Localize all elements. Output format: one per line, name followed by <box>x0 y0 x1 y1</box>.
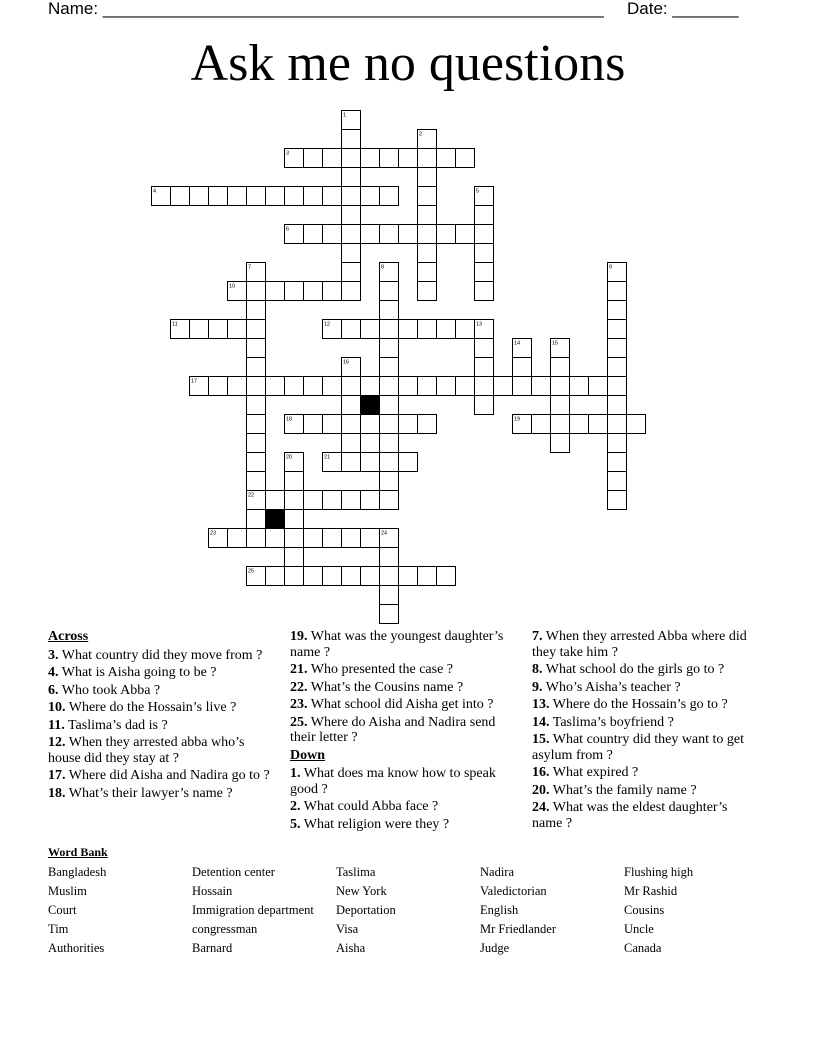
word-bank-title: Word Bank <box>48 845 108 859</box>
down-clues-column-3 <box>532 629 757 833</box>
grid-cell[interactable] <box>551 358 570 377</box>
grid-cell[interactable] <box>304 377 323 396</box>
grid-cell[interactable] <box>304 149 323 168</box>
grid-cell[interactable] <box>380 301 399 320</box>
grid-cell[interactable] <box>551 415 570 434</box>
grid-cell[interactable] <box>608 320 627 339</box>
grid-cell[interactable] <box>399 320 418 339</box>
grid-cell[interactable] <box>285 510 304 529</box>
word-bank-column <box>48 863 106 958</box>
grid-cell[interactable] <box>380 472 399 491</box>
word-bank-item: Authorities <box>48 941 105 955</box>
word-bank-item: Visa <box>336 922 359 936</box>
grid-cell[interactable] <box>342 377 361 396</box>
grid-cell[interactable] <box>456 149 475 168</box>
grid-cell[interactable] <box>304 225 323 244</box>
grid-cell[interactable] <box>608 339 627 358</box>
clue-across-3: 3. What country did they move from ? <box>48 647 263 663</box>
grid-cell[interactable] <box>285 282 304 301</box>
grid-cell[interactable] <box>399 415 418 434</box>
grid-cell[interactable] <box>342 282 361 301</box>
grid-cell[interactable] <box>342 529 361 548</box>
grid-cell[interactable] <box>513 358 532 377</box>
word-bank-column <box>192 863 314 958</box>
grid-cell[interactable] <box>247 301 266 320</box>
grid-cell[interactable] <box>437 377 456 396</box>
date-line: Date: _______ <box>627 0 739 18</box>
grid-cell[interactable] <box>285 567 304 586</box>
grid-cell[interactable] <box>418 567 437 586</box>
word-bank-item: Uncle <box>624 922 654 936</box>
grid-cell[interactable] <box>551 434 570 453</box>
grid-cell[interactable] <box>380 320 399 339</box>
grid-cell[interactable] <box>418 187 437 206</box>
word-bank-item: Aisha <box>336 941 366 955</box>
grid-cell[interactable] <box>323 149 342 168</box>
grid-cell[interactable] <box>190 187 209 206</box>
grid-cell[interactable] <box>323 377 342 396</box>
grid-cell[interactable] <box>228 377 247 396</box>
clue-across-22: 22. What’s the Cousins name ? <box>290 679 464 695</box>
grid-cell[interactable] <box>589 415 608 434</box>
clue-across-11: 11. Taslima’s dad is ? <box>48 717 168 733</box>
grid-cell[interactable] <box>228 320 247 339</box>
clue-across-25: 25. Where do Aisha and Nadira send their letter ? <box>290 714 496 745</box>
grid-cell[interactable] <box>608 491 627 510</box>
grid-cell[interactable] <box>323 282 342 301</box>
grid-cell[interactable] <box>361 491 380 510</box>
grid-cell[interactable] <box>342 149 361 168</box>
grid-cell[interactable] <box>361 377 380 396</box>
across-clues-column-1 <box>48 629 273 803</box>
grid-cell[interactable] <box>380 415 399 434</box>
grid-cell[interactable] <box>570 377 589 396</box>
clue-number: 12 <box>324 321 331 328</box>
word-bank-column <box>480 863 556 958</box>
grid-cell[interactable] <box>418 282 437 301</box>
grid-cell[interactable] <box>380 434 399 453</box>
clue-down-15: 15. What country did they want to get asylum from ? <box>532 732 745 763</box>
grid-cell[interactable] <box>285 187 304 206</box>
clue-across-23: 23. What school did Aisha get into ? <box>290 697 494 712</box>
clue-number: 10 <box>229 283 236 290</box>
name-line: Name: _____________________________________________________ <box>48 0 604 18</box>
grid-cell[interactable] <box>323 415 342 434</box>
word-bank-column <box>336 863 396 958</box>
grid-cell[interactable] <box>190 320 209 339</box>
clue-across-6: 6. Who took Abba ? <box>48 682 161 698</box>
grid-cell[interactable] <box>342 168 361 187</box>
grid-cell[interactable] <box>266 187 285 206</box>
grid-cell[interactable] <box>285 529 304 548</box>
word-bank-item: Canada <box>624 941 662 955</box>
grid-cell[interactable] <box>608 415 627 434</box>
grid-cell[interactable] <box>171 187 190 206</box>
clue-number: 11 <box>172 321 178 328</box>
grid-cell[interactable] <box>361 225 380 244</box>
grid-cell[interactable] <box>361 149 380 168</box>
clue-number: 22 <box>248 492 255 499</box>
grid-cell[interactable] <box>380 282 399 301</box>
grid-cell[interactable] <box>608 358 627 377</box>
grid-cell[interactable] <box>437 225 456 244</box>
grid-cell[interactable] <box>418 149 437 168</box>
grid-cell[interactable] <box>361 453 380 472</box>
clue-number: 3 <box>286 150 290 157</box>
grid-cell[interactable] <box>247 282 266 301</box>
grid-cell[interactable] <box>380 453 399 472</box>
grid-cell[interactable] <box>323 225 342 244</box>
grid-cell[interactable] <box>608 301 627 320</box>
grid-cell[interactable] <box>475 263 494 282</box>
grid-cell[interactable] <box>304 415 323 434</box>
word-bank-item: Immigration department <box>192 903 314 917</box>
grid-cell[interactable] <box>399 149 418 168</box>
grid-cell[interactable] <box>247 320 266 339</box>
clue-number: 13 <box>476 321 483 328</box>
clue-number: 1 <box>343 112 347 119</box>
grid-cell[interactable] <box>418 320 437 339</box>
grid-cell[interactable] <box>209 320 228 339</box>
grid-cell[interactable] <box>437 149 456 168</box>
grid-cell[interactable] <box>608 434 627 453</box>
grid-cell[interactable] <box>323 187 342 206</box>
grid-cell[interactable] <box>342 130 361 149</box>
grid-cell[interactable] <box>323 491 342 510</box>
grid-cell[interactable] <box>266 491 285 510</box>
grid-cell[interactable] <box>361 567 380 586</box>
grid-cell[interactable] <box>608 377 627 396</box>
grid-cell[interactable] <box>380 491 399 510</box>
clue-across-12: 12. When they arrested abba who’s house did they stay at ? <box>48 735 245 766</box>
grid-cell[interactable] <box>361 529 380 548</box>
grid-cell[interactable] <box>342 244 361 263</box>
grid-cell[interactable] <box>475 282 494 301</box>
grid-cell[interactable] <box>285 472 304 491</box>
clue-number: 4 <box>153 188 157 195</box>
word-bank-item: Bangladesh <box>48 865 107 879</box>
grid-cell[interactable] <box>342 434 361 453</box>
grid-cell[interactable] <box>247 396 266 415</box>
clue-down-7: 7. When they arrested Abba where did they take him ? <box>532 629 747 660</box>
clue-number: 6 <box>286 226 290 233</box>
grid-cell[interactable] <box>608 453 627 472</box>
black-cell <box>360 395 380 415</box>
word-bank-item: English <box>480 903 519 917</box>
grid-cell[interactable] <box>380 586 399 605</box>
grid-cell[interactable] <box>608 282 627 301</box>
clue-down-16: 16. What expired ? <box>532 765 639 780</box>
grid-cell[interactable] <box>380 339 399 358</box>
word-bank-item: Muslim <box>48 884 87 898</box>
word-bank-item: congressman <box>192 922 258 936</box>
grid-cell[interactable] <box>608 396 627 415</box>
word-bank-item: Barnard <box>192 941 233 955</box>
grid-cell[interactable] <box>380 225 399 244</box>
grid-cell[interactable] <box>418 415 437 434</box>
grid-cell[interactable] <box>247 453 266 472</box>
grid-cell[interactable] <box>475 377 494 396</box>
clue-down-9: 9. Who’s Aisha’s teacher ? <box>532 679 681 695</box>
grid-cell[interactable] <box>247 510 266 529</box>
grid-cell[interactable] <box>228 529 247 548</box>
word-bank-item: Flushing high <box>624 865 694 879</box>
grid-cell[interactable] <box>228 187 247 206</box>
grid-cell[interactable] <box>342 491 361 510</box>
word-bank-column <box>624 863 693 958</box>
grid-cell[interactable] <box>380 567 399 586</box>
clue-number: 23 <box>210 530 217 537</box>
clue-number: 18 <box>286 416 293 423</box>
grid-cell[interactable] <box>418 377 437 396</box>
grid-cell[interactable] <box>266 529 285 548</box>
grid-cell[interactable] <box>608 472 627 491</box>
grid-cell[interactable] <box>380 605 399 624</box>
down-heading: Down <box>290 747 326 763</box>
grid-cell[interactable] <box>247 187 266 206</box>
grid-cell[interactable] <box>627 415 646 434</box>
word-bank-item: Cousins <box>624 903 665 917</box>
grid-cell[interactable] <box>475 358 494 377</box>
grid-cell[interactable] <box>266 282 285 301</box>
grid-cell[interactable] <box>418 206 437 225</box>
grid-cell[interactable] <box>380 377 399 396</box>
clue-number: 21 <box>324 454 331 461</box>
grid-cell[interactable] <box>437 320 456 339</box>
grid-cell[interactable] <box>323 567 342 586</box>
word-bank-item: Deportation <box>336 903 396 917</box>
word-bank-item: Mr Rashid <box>624 884 678 898</box>
grid-cell[interactable] <box>247 472 266 491</box>
clue-number: 24 <box>381 530 388 537</box>
word-bank-item: Court <box>48 903 77 917</box>
word-bank-item: Nadira <box>480 865 515 879</box>
clue-across-18: 18. What’s their lawyer’s name ? <box>48 785 233 801</box>
grid-cell[interactable] <box>380 149 399 168</box>
clue-number: 20 <box>286 454 293 461</box>
grid-cell[interactable] <box>551 377 570 396</box>
grid-cell[interactable] <box>361 187 380 206</box>
clue-number: 7 <box>248 264 252 271</box>
word-bank-item: Hossain <box>192 884 233 898</box>
across-heading: Across <box>48 629 89 644</box>
grid-cell[interactable] <box>380 358 399 377</box>
grid-cell[interactable] <box>266 567 285 586</box>
grid-cell[interactable] <box>399 453 418 472</box>
grid-cell[interactable] <box>399 225 418 244</box>
grid-cell[interactable] <box>513 377 532 396</box>
black-cell <box>265 509 285 529</box>
clue-number: 25 <box>248 568 255 575</box>
word-bank-item: New York <box>336 884 387 898</box>
grid-cell[interactable] <box>342 396 361 415</box>
clue-across-17: 17. Where did Aisha and Nadira go to ? <box>48 768 270 783</box>
clue-number: 17 <box>191 378 198 385</box>
clue-number: 2 <box>419 131 423 138</box>
grid-cell[interactable] <box>247 529 266 548</box>
grid-cell[interactable] <box>532 415 551 434</box>
grid-cell[interactable] <box>475 339 494 358</box>
grid-cell[interactable] <box>380 396 399 415</box>
clue-number: 19 <box>514 416 521 423</box>
grid-cell[interactable] <box>475 225 494 244</box>
grid-cell[interactable] <box>342 320 361 339</box>
clues-column-2 <box>290 629 515 834</box>
grid-cell[interactable] <box>342 263 361 282</box>
grid-cell[interactable] <box>456 225 475 244</box>
clue-down-24: 24. What was the eldest daughter’s name ? <box>532 800 728 831</box>
clue-across-19: 19. What was the youngest daughter’s name ? <box>290 629 504 660</box>
grid-cell[interactable] <box>437 567 456 586</box>
clue-number: 5 <box>476 188 480 195</box>
grid-cell[interactable] <box>304 187 323 206</box>
grid-cell[interactable] <box>551 396 570 415</box>
clue-down-13: 13. Where do the Hossain’s go to ? <box>532 697 728 712</box>
grid-cell[interactable] <box>342 567 361 586</box>
clue-down-2: 2. What could Abba face ? <box>290 799 439 814</box>
clue-down-5: 5. What religion were they ? <box>290 816 450 832</box>
grid-cell[interactable] <box>209 187 228 206</box>
grid-cell[interactable] <box>304 491 323 510</box>
grid-cell[interactable] <box>494 377 513 396</box>
grid-cell[interactable] <box>247 415 266 434</box>
grid-cell[interactable] <box>361 320 380 339</box>
grid-cell[interactable] <box>304 567 323 586</box>
grid-cell[interactable] <box>475 206 494 225</box>
page-title: Ask me no questions <box>190 35 626 92</box>
grid-cell[interactable] <box>285 548 304 567</box>
grid-cell[interactable] <box>589 377 608 396</box>
word-bank-item: Tim <box>48 922 69 936</box>
grid-cell[interactable] <box>418 168 437 187</box>
clue-number: 14 <box>514 340 521 347</box>
grid-cell[interactable] <box>380 187 399 206</box>
grid-cell[interactable] <box>532 377 551 396</box>
grid-cell[interactable] <box>361 415 380 434</box>
word-bank-item: Judge <box>480 941 510 955</box>
clue-down-8: 8. What school do the girls go to ? <box>532 662 725 677</box>
grid-cell[interactable] <box>475 396 494 415</box>
grid-cell[interactable] <box>323 529 342 548</box>
word-bank-item: Mr Friedlander <box>480 922 557 936</box>
grid-cell[interactable] <box>266 377 285 396</box>
word-bank-item: Valedictorian <box>480 884 547 898</box>
clue-number: 9 <box>609 264 613 271</box>
grid-cell[interactable] <box>418 244 437 263</box>
word-bank-item: Detention center <box>192 865 275 879</box>
grid-cell[interactable] <box>342 225 361 244</box>
grid-cell[interactable] <box>247 358 266 377</box>
grid-cell[interactable] <box>247 339 266 358</box>
grid-cell[interactable] <box>247 434 266 453</box>
clue-down-14: 14. Taslima’s boyfriend ? <box>532 714 674 730</box>
word-bank-item: Taslima <box>336 865 376 879</box>
grid-cell[interactable] <box>342 415 361 434</box>
grid-cell[interactable] <box>399 377 418 396</box>
grid-cell[interactable] <box>342 453 361 472</box>
grid-cell[interactable] <box>456 320 475 339</box>
clue-number: 8 <box>381 264 385 271</box>
clue-across-21: 21. Who presented the case ? <box>290 662 454 677</box>
grid-cell[interactable] <box>247 377 266 396</box>
clue-across-10: 10. Where do the Hossain’s live ? <box>48 700 237 715</box>
grid-cell[interactable] <box>285 491 304 510</box>
grid-cell[interactable] <box>456 377 475 396</box>
grid-cell[interactable] <box>342 187 361 206</box>
grid-cell[interactable] <box>304 529 323 548</box>
grid-cell[interactable] <box>285 377 304 396</box>
grid-cell[interactable] <box>399 567 418 586</box>
clue-down-1: 1. What does ma know how to speak good ? <box>290 766 496 797</box>
grid-cell[interactable] <box>209 377 228 396</box>
grid-cell[interactable] <box>342 206 361 225</box>
grid-cell[interactable] <box>418 225 437 244</box>
grid-cell[interactable] <box>380 548 399 567</box>
grid-cell[interactable] <box>418 263 437 282</box>
clue-number: 16 <box>343 359 350 366</box>
grid-cell[interactable] <box>570 415 589 434</box>
grid-cell[interactable] <box>304 282 323 301</box>
clue-down-20: 20. What’s the family name ? <box>532 782 697 798</box>
clue-across-4: 4. What is Aisha going to be ? <box>48 665 217 680</box>
grid-cell[interactable] <box>475 244 494 263</box>
clue-number: 15 <box>552 340 559 347</box>
